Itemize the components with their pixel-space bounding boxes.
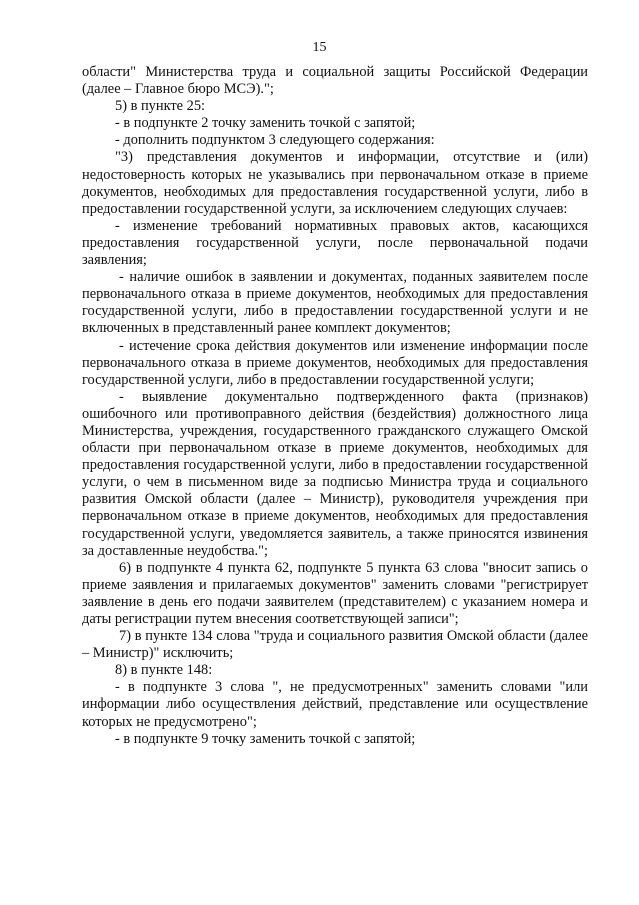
- paragraph: - в подпункте 3 слова ", не предусмотренных" заменить словами "или информации либо осуществления действий, представление или осуществление которых не предусмотрено";: [82, 679, 588, 730]
- page-number: 15: [312, 40, 327, 55]
- paragraph: - выявление документально подтвержденного факта (признаков) ошибочного или противоправного действия (бездействия) должностного лица Министерства, учреждения, государственного гражданского служащего Омской области при первоначальном отказе в приеме документов, необходимых для предоставления государственной услуги, либо в предоставлении государственной услуги, о чем в письменном виде за подписью Министра труда и социального развития Омской области (далее – Министр), руководителя учреждения при первоначальном отказе в приеме документов, необходимых для предоставления государственной услуги, уведомляется заявитель, а также приносятся извинения за доставленные неудобства.";: [82, 388, 588, 559]
- paragraph: 6) в подпункте 4 пункта 62, подпункте 5 пункта 63 слова "вносит запись о приеме заявления и прилагаемых документов" заменить словами "регистрирует заявление в день его подачи заявителем (представителем) с указанием номера и даты регистрации путем внесения соответствующей записи";: [82, 559, 588, 627]
- document-body: [82, 64, 588, 748]
- paragraph: "3) представления документов и информации, отсутствие и (или) недостоверность которых не указывались при первоначальном отказе в приеме документов, необходимых для предоставления государственной услуги, либо в предоставлении государственной услуги, за исключением следующих случаев:: [82, 149, 588, 217]
- paragraph: - истечение срока действия документов или изменение информации после первоначального отказа в приеме документов, необходимых для предоставления государственной услуги, либо в предоставлении государственной услуги;: [82, 337, 588, 388]
- paragraph: - дополнить подпунктом 3 следующего содержания:: [115, 132, 435, 149]
- paragraph: области" Министерства труда и социальной защиты Российской Федерации (далее – Главное бюро МСЭ).";: [82, 64, 588, 98]
- paragraph: - в подпункте 2 точку заменить точкой с запятой;: [115, 115, 416, 132]
- paragraph: 5) в пункте 25:: [115, 98, 206, 115]
- paragraph: - изменение требований нормативных правовых актов, касающихся предоставления государственной услуги, после первоначальной подачи заявления;: [82, 217, 588, 269]
- paragraph: - наличие ошибок в заявлении и документах, поданных заявителем после первоначального отказа в приеме документов, необходимых для предоставления государственной услуги, либо в предоставлении государственной услуги и не включенных в представленный ранее комплект документов;: [82, 269, 588, 337]
- paragraph: 8) в пункте 148:: [115, 662, 213, 679]
- paragraph: - в подпункте 9 точку заменить точкой с запятой;: [115, 730, 416, 747]
- paragraph: 7) в пункте 134 слова "труда и социального развития Омской области (далее – Министр)" исключить;: [82, 628, 588, 662]
